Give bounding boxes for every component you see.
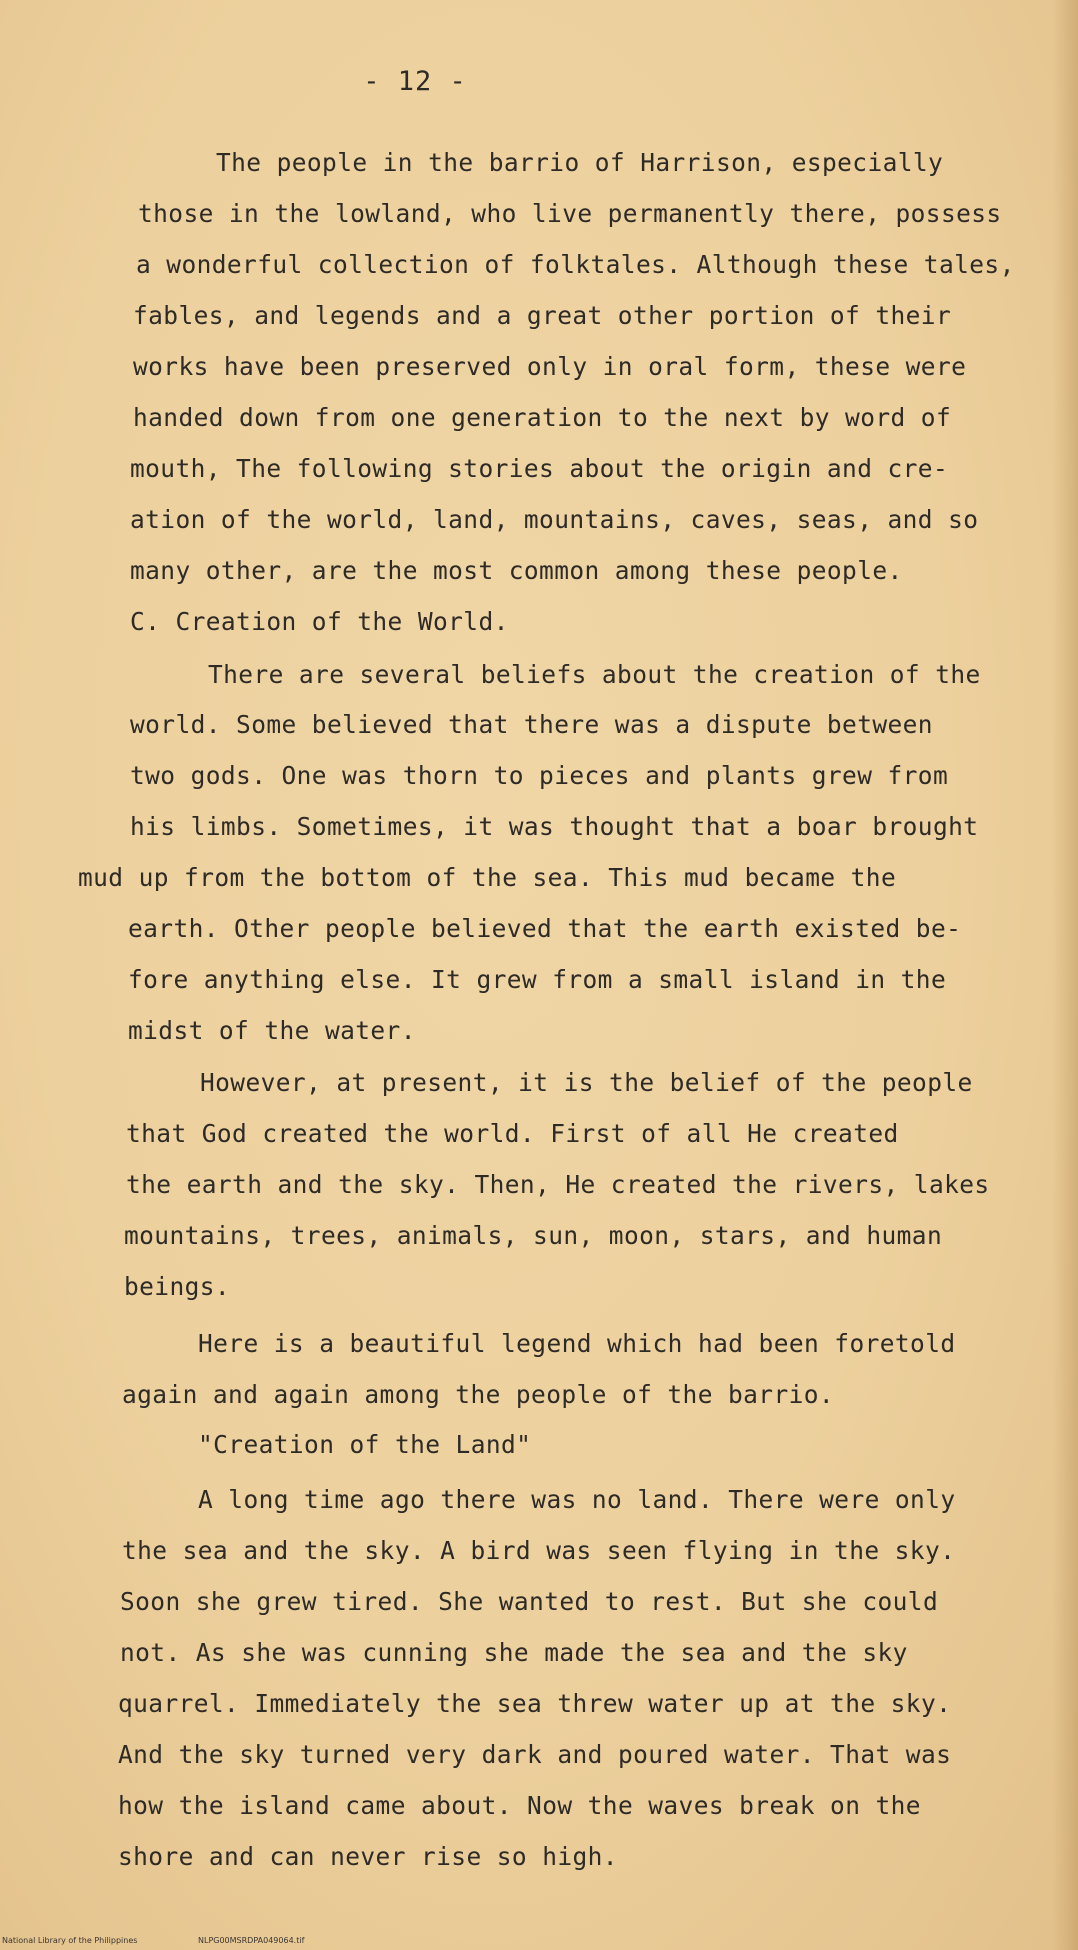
text-line: Here is a beautiful legend which had been foretold bbox=[198, 1329, 956, 1358]
text-line: The people in the barrio of Harrison, especially bbox=[216, 148, 944, 177]
text-line: his limbs. Sometimes, it was thought that a boar brought bbox=[130, 812, 979, 841]
text-line: two gods. One was thorn to pieces and plants grew from bbox=[130, 761, 949, 790]
text-line: beings. bbox=[124, 1272, 231, 1301]
text-line: quarrel. Immediately the sea threw water up at the sky. bbox=[118, 1689, 952, 1718]
text-line: again and again among the people of the barrio. bbox=[122, 1380, 835, 1409]
text-line: works have been preserved only in oral form, these were bbox=[133, 352, 967, 381]
text-line: many other, are the most common among these people. bbox=[130, 556, 903, 585]
text-line: midst of the water. bbox=[128, 1016, 416, 1045]
text-line: handed down from one generation to the next by word of bbox=[133, 403, 952, 432]
text-line: world. Some believed that there was a dispute between bbox=[130, 710, 933, 739]
text-line: the earth and the sky. Then, He created the rivers, lakes bbox=[126, 1170, 990, 1199]
text-line: mountains, trees, animals, sun, moon, stars, and human bbox=[124, 1221, 943, 1250]
text-line: those in the lowland, who live permanently there, possess bbox=[138, 199, 1002, 228]
text-line: fables, and legends and a great other portion of their bbox=[133, 301, 952, 330]
text-line: There are several beliefs about the creation of the bbox=[208, 660, 981, 689]
library-credit: National Library of the Philippines bbox=[2, 1936, 138, 1945]
section-heading: C. Creation of the World. bbox=[130, 607, 509, 636]
text-line: the sea and the sky. A bird was seen flying in the sky. bbox=[122, 1536, 956, 1565]
text-line: mouth, The following stories about the origin and cre- bbox=[130, 454, 949, 483]
text-line: ation of the world, land, mountains, caves, seas, and so bbox=[130, 505, 979, 534]
text-line: Soon she grew tired. She wanted to rest. But she could bbox=[120, 1587, 939, 1616]
text-line: mud up from the bottom of the sea. This mud became the bbox=[78, 863, 897, 892]
text-line: that God created the world. First of all He created bbox=[126, 1119, 899, 1148]
page-number: - 12 - bbox=[363, 66, 467, 97]
scan-filename: NLPG00MSRDPA049064.tif bbox=[198, 1936, 305, 1945]
text-line: However, at present, it is the belief of the people bbox=[200, 1068, 973, 1097]
text-line: earth. Other people believed that the earth existed be- bbox=[128, 914, 962, 943]
story-title: "Creation of the Land" bbox=[198, 1430, 532, 1459]
text-line: a wonderful collection of folktales. Although these tales, bbox=[136, 250, 1015, 279]
text-line: fore anything else. It grew from a small island in the bbox=[128, 965, 947, 994]
text-line: shore and can never rise so high. bbox=[118, 1842, 618, 1871]
text-line: not. As she was cunning she made the sea and the sky bbox=[120, 1638, 908, 1667]
scan-footer bbox=[0, 1934, 1078, 1948]
page-edge-shadow bbox=[1052, 0, 1078, 1950]
text-line: A long time ago there was no land. There were only bbox=[198, 1485, 956, 1514]
text-line: how the island came about. Now the waves break on the bbox=[118, 1791, 921, 1820]
text-line: And the sky turned very dark and poured water. That was bbox=[118, 1740, 952, 1769]
